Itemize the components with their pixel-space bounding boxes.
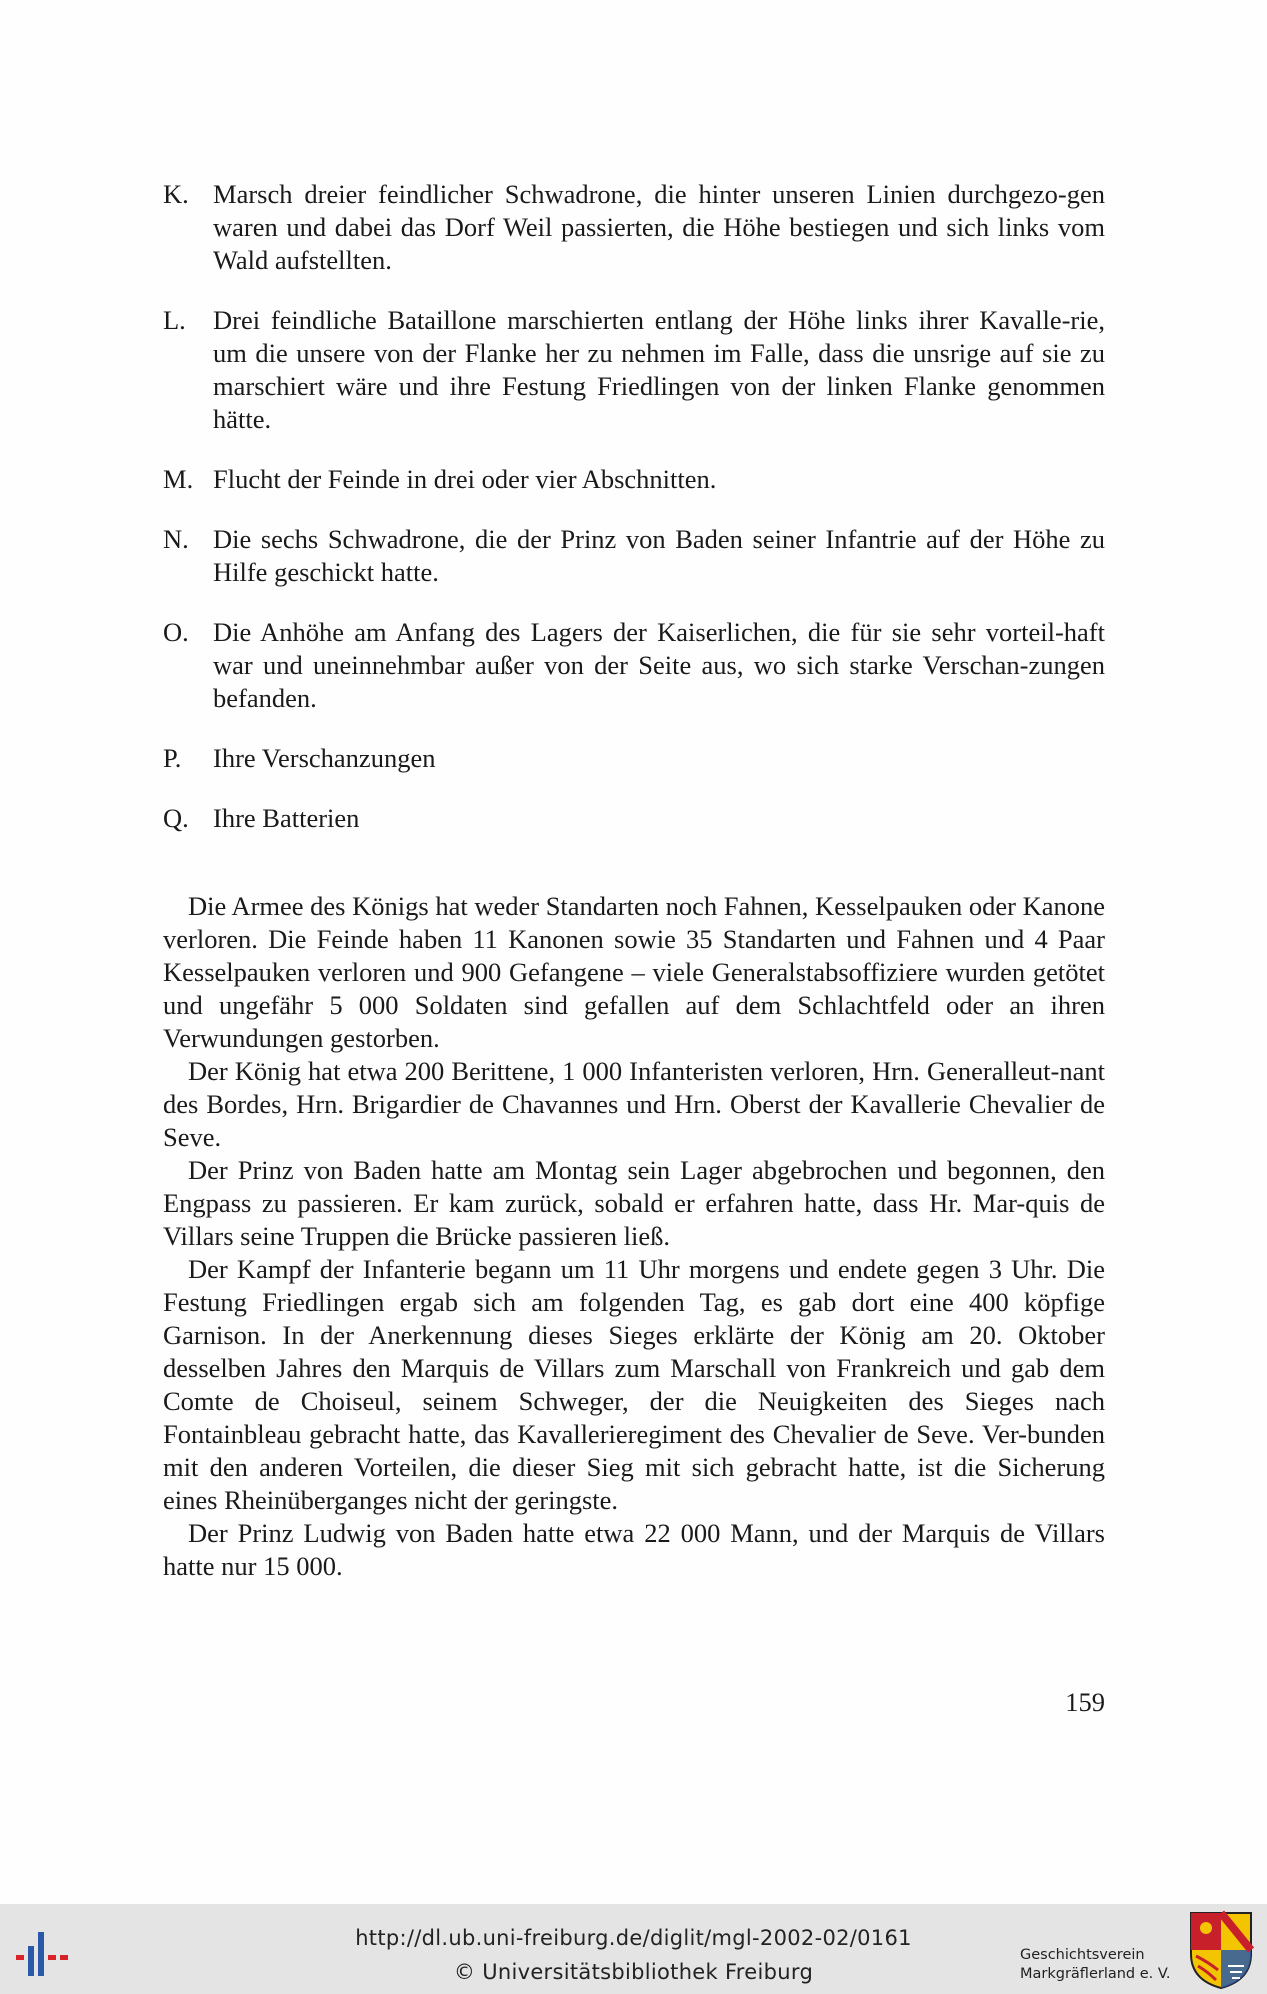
legend-text: Marsch dreier feindlicher Schwadrone, die hinter unseren Linien durchgezo-gen waren und dabei das Dorf Weil passierten, die Höhe bestiegen und sich links vom Wald aufstellten. bbox=[213, 179, 1105, 275]
paragraph: Der König hat etwa 200 Berittene, 1 000 Infanteristen verloren, Hrn. Generalleut-nant des Bordes, Hrn. Brigardier de Chavannes und Hrn. Oberst der Kavallerie Chevalier de Seve. bbox=[163, 1056, 1105, 1152]
society-line-1: Geschichtsverein bbox=[1020, 1947, 1145, 1963]
legend-text: Ihre Verschanzungen bbox=[213, 743, 436, 773]
legend-text: Die sechs Schwadrone, die der Prinz von Baden seiner Infantrie auf der Höhe zu Hilfe geschickt hatte. bbox=[213, 524, 1105, 587]
copyright-notice: © Universitätsbibliothek Freiburg bbox=[453, 1960, 814, 1984]
society-line-2: Markgräflerland e. V. bbox=[1020, 1966, 1171, 1982]
legend-item bbox=[163, 742, 1105, 775]
legend-item bbox=[163, 304, 1105, 436]
legend-text: Die Anhöhe am Anfang des Lagers der Kaiserlichen, die für sie sehr vorteil-haft war und uneinnehmbar außer von der Seite aus, wo sich starke Verschan-zungen befanden. bbox=[213, 617, 1105, 713]
legend-item bbox=[163, 523, 1105, 589]
legend-letter: N. bbox=[163, 524, 189, 554]
legend-text: Flucht der Feinde in drei oder vier Abschnitten. bbox=[213, 464, 717, 494]
legend-item bbox=[163, 802, 1105, 835]
paragraph: Der Kampf der Infanterie begann um 11 Uhr morgens und endete gegen 3 Uhr. Die Festung Friedlingen ergab sich am folgenden Tag, es gab dort eine 400 köpfige Garnison. In der Anerkennung dieses Sieges erklärte der König am 20. Oktober desselben Jahres den Marquis de Villars zum Marschall von Frankreich und gab dem Comte de Choiseul, seinem Schweger, der die Neuigkeiten des Sieges nach Fontainbleau gebracht hatte, das Kavallerieregiment des Chevalier de Seve. Ver-bunden mit den anderen Vorteilen, die dieser Sieg mit sich gebracht hatte, ist die Sicherung eines Rheinüberganges nicht der geringste. bbox=[163, 1254, 1105, 1515]
legend-item bbox=[163, 616, 1105, 715]
legend-letter: P. bbox=[163, 743, 182, 773]
paragraph: Der Prinz von Baden hatte am Montag sein Lager abgebrochen und begonnen, den Engpass zu passieren. Er kam zurück, sobald er erfahren hatte, dass Hr. Mar-quis de Villars seine Truppen die Brücke passieren ließ. bbox=[163, 1155, 1105, 1251]
legend-text: Ihre Batterien bbox=[213, 803, 360, 833]
document-url-link[interactable]: http://dl.ub.uni-freiburg.de/diglit/mgl-2002-02/0161 bbox=[355, 1926, 912, 1950]
legend-text: Drei feindliche Bataillone marschierten entlang der Höhe links ihrer Kavalle-rie, um die unsere von der Flanke her zu nehmen im Falle, dass die unsrige auf sie zu marschiert wäre und ihre Festung Friedlingen von der linken Flanke genommen hätte. bbox=[213, 305, 1105, 434]
legend-letter: L. bbox=[163, 305, 186, 335]
paragraph: Der Prinz Ludwig von Baden hatte etwa 22 000 Mann, und der Marquis de Villars hatte nur 15 000. bbox=[163, 1518, 1105, 1581]
legend-item bbox=[163, 178, 1105, 277]
paragraph: Die Armee des Königs hat weder Standarten noch Fahnen, Kesselpauken oder Kanone verloren. Die Feinde haben 11 Kanonen sowie 35 Standarten und Fahnen und 4 Paar Kesselpauken verloren und 900 Gefangene – viele Generalstabsoffiziere wurden getötet und ungefähr 5 000 Soldaten sind gefallen auf dem Schlachtfeld oder an ihren Verwundungen gestorben. bbox=[163, 891, 1105, 1053]
page-number: 159 bbox=[1065, 1687, 1105, 1717]
legend-letter: M. bbox=[163, 464, 194, 494]
legend-letter: K. bbox=[163, 179, 189, 209]
legend-letter: Q. bbox=[163, 803, 189, 833]
body-text bbox=[163, 890, 1105, 1583]
legend-item bbox=[163, 463, 1105, 496]
legend-list bbox=[163, 178, 1105, 862]
society-name bbox=[1020, 1946, 1171, 1984]
legend-letter: O. bbox=[163, 617, 189, 647]
viewer-footer bbox=[0, 1904, 1267, 1994]
markgraeflerland-crest-icon[interactable] bbox=[1188, 1910, 1254, 1990]
